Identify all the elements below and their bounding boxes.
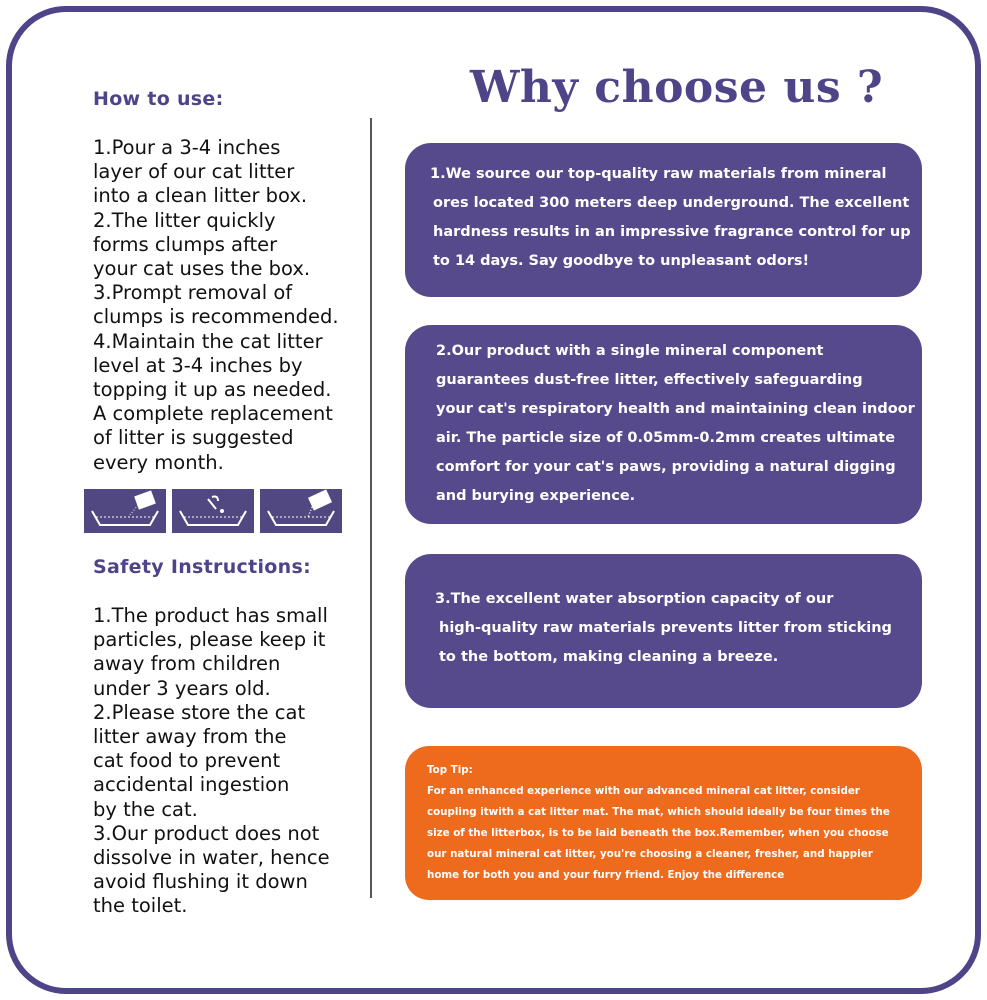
how-to-use-line: layer of our cat litter — [93, 160, 295, 184]
step-icons — [84, 489, 342, 533]
card-line: 3.The excellent water absorption capacity of our — [435, 591, 834, 607]
feature-card-2 — [405, 325, 922, 524]
how-to-use-text — [93, 136, 368, 475]
card-line: your cat's respiratory health and maintaining clean indoor — [436, 401, 915, 417]
card-line: to the bottom, making cleaning a breeze. — [439, 649, 779, 665]
feature-card-1 — [405, 143, 922, 297]
card-line: 1.We source our top-quality raw materials from mineral — [430, 166, 887, 182]
how-to-use-heading: How to use: — [93, 88, 224, 110]
top-tip-label: Top Tip: — [427, 764, 473, 776]
safety-line: by the cat. — [93, 797, 198, 821]
card-line: hardness results in an impressive fragrance control for up — [433, 224, 911, 240]
safety-line: dissolve in water, hence — [93, 846, 330, 870]
how-to-use-line: 4.Maintain the cat litter — [93, 329, 323, 353]
safety-line: the toilet. — [93, 894, 188, 918]
top-tip-box — [405, 746, 922, 900]
pour-litter-icon — [84, 489, 166, 533]
card-line: to 14 days. Say goodbye to unpleasant odors! — [433, 253, 810, 269]
top-tip-line: our natural mineral cat litter, you're choosing a cleaner, fresher, and happier — [427, 848, 873, 860]
scoop-litter-icon — [172, 489, 254, 533]
safety-line: avoid flushing it down — [93, 870, 308, 894]
safety-line: 1.The product has small — [93, 604, 328, 627]
top-tip-line: home for both you and your furry friend. Enjoy the difference — [427, 869, 785, 881]
safety-line: accidental ingestion — [93, 773, 290, 797]
how-to-use-line: of litter is suggested — [93, 426, 294, 450]
card-line: air. The particle size of 0.05mm-0.2mm creates ultimate — [436, 430, 896, 446]
card-line: 2.Our product with a single mineral component — [436, 343, 824, 359]
how-to-use-line: forms clumps after — [93, 232, 278, 256]
safety-line: away from children — [93, 652, 281, 676]
how-to-use-line: every month. — [93, 450, 224, 474]
how-to-use-line: clumps is recommended. — [93, 305, 339, 329]
page-title: Why choose us ? — [470, 62, 884, 113]
safety-heading: Safety Instructions: — [93, 556, 311, 578]
safety-line: 2.Please store the cat — [93, 700, 306, 724]
card-line: high-quality raw materials prevents litter from sticking — [439, 620, 892, 636]
safety-line: under 3 years old. — [93, 676, 271, 700]
how-to-use-line: level at 3-4 inches by — [93, 353, 303, 377]
top-tip-line: size of the litterbox, is to be laid beneath the box.Remember, when you choose — [427, 827, 889, 839]
card-line: comfort for your cat's paws, providing a natural digging — [436, 459, 896, 475]
how-to-use-line: into a clean litter box. — [93, 184, 308, 208]
top-tip-line: coupling itwith a cat litter mat. The mat, which should ideally be four times the — [427, 806, 890, 818]
how-to-use-line: A complete replacement — [93, 402, 333, 426]
card-line: guarantees dust-free litter, effectively safeguarding — [436, 372, 863, 388]
how-to-use-line: 3.Prompt removal of — [93, 281, 293, 305]
safety-line: 3.Our product does not — [93, 821, 320, 845]
refill-litter-icon — [260, 489, 342, 533]
card-line: and burying experience. — [436, 488, 636, 504]
safety-text — [93, 604, 368, 919]
safety-line: cat food to prevent — [93, 749, 281, 773]
how-to-use-line: 2.The litter quickly — [93, 208, 276, 232]
feature-card-3 — [405, 554, 922, 708]
safety-line: particles, please keep it — [93, 628, 326, 652]
how-to-use-line: topping it up as needed. — [93, 378, 332, 402]
how-to-use-line: your cat uses the box. — [93, 257, 311, 281]
top-tip-line: For an enhanced experience with our advanced mineral cat litter, consider — [427, 785, 860, 797]
column-divider — [370, 118, 372, 898]
how-to-use-line: 1.Pour a 3-4 inches — [93, 136, 281, 159]
card-line: ores located 300 meters deep underground. The excellent — [433, 195, 910, 211]
safety-line: litter away from the — [93, 725, 287, 749]
